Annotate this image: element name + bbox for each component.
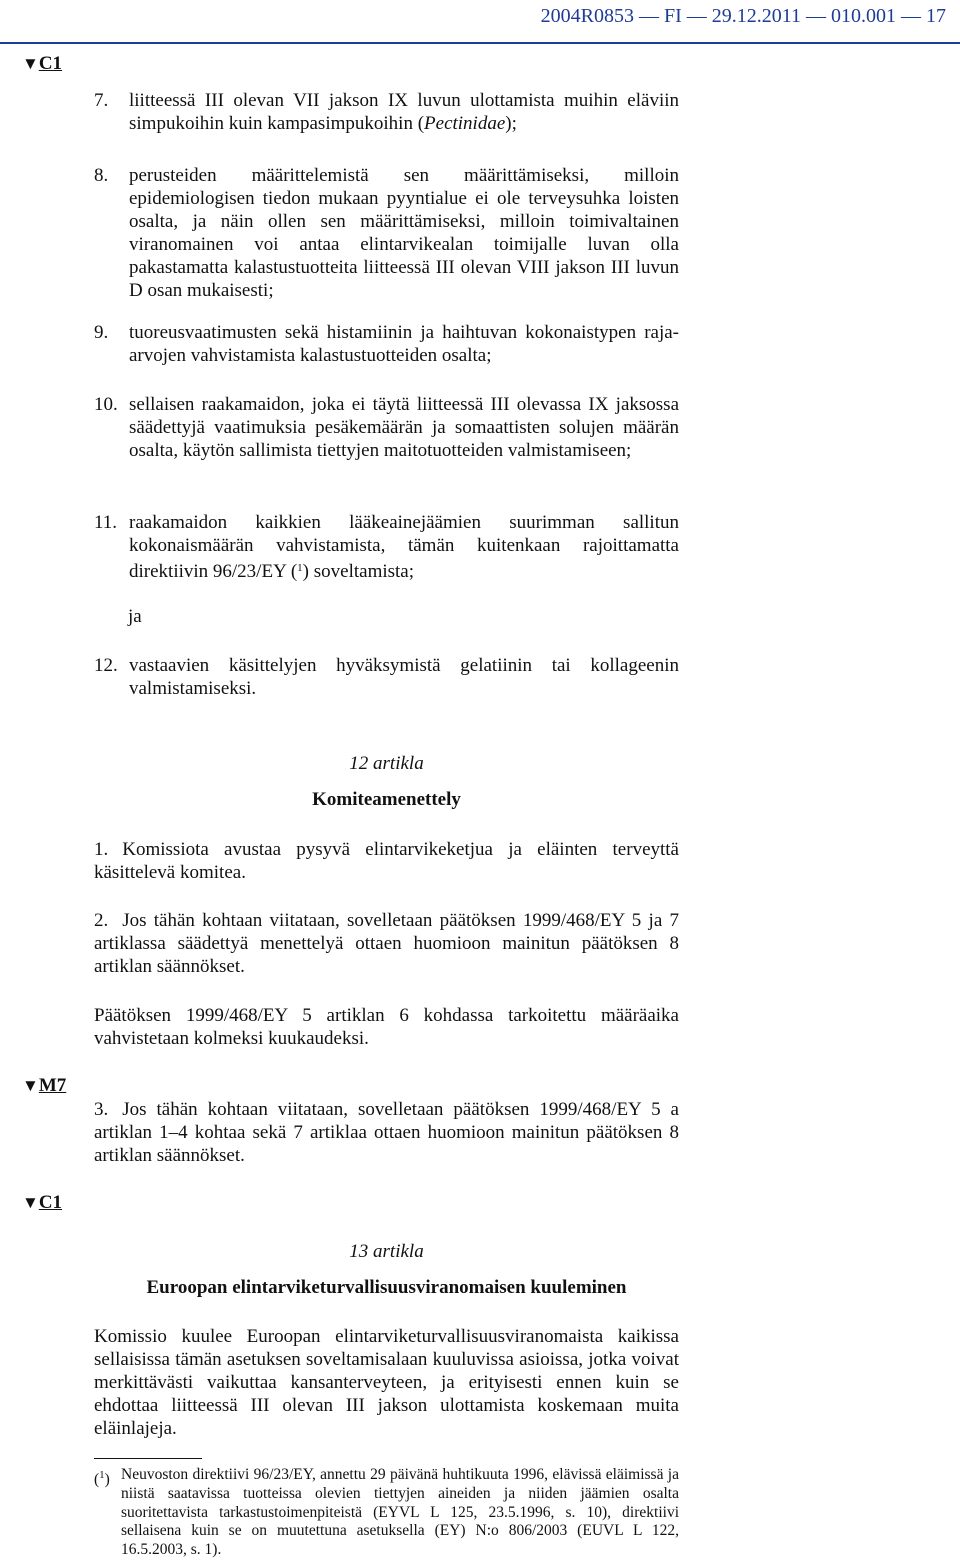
footnote-ref[interactable]: 1	[297, 562, 303, 574]
page-header	[0, 0, 960, 44]
amendment-marker-m7[interactable]: ▼M7	[22, 1075, 67, 1096]
amendment-marker-c1-second[interactable]: ▼C1	[22, 1192, 63, 1213]
triangle-down-icon: ▼	[22, 1076, 39, 1095]
article-12-paragraph-2: 2. Jos tähän kohtaan viitataan, sovelletaan päätöksen 1999/468/EY 5 ja 7 artiklassa säädettyä menettelyä ottaen huomioon mainitun päätöksen 8 artiklan säännökset.	[94, 910, 679, 977]
amendment-marker-c1[interactable]: ▼C1	[22, 53, 63, 74]
article-13-title: Euroopan elintarviketurvallisuusviranomaisen kuuleminen	[146, 1277, 627, 1298]
article-13-number: 13 artikla	[349, 1241, 424, 1262]
list-item-11: 11. raakamaidon kaikkien lääkeainejäämien suurimman sallitun kokonaismäärän vahvistamista, tämän kuitenkaan rajoittamatta direktiivin 96/23/EY ($^1$) soveltamista;	[94, 512, 679, 582]
article-13-text: Komissio kuulee Euroopan elintarviketurvallisuusviranomaista kaikissa sellaisissa tämän asetuksen soveltamisalaan kuuluvissa asioissa, jotka voivat merkittävästi vaikuttaa kansanterveyteen, ja erityisesti ennen kuin se ehdottaa liitteessä III olevan III jakson ulottamista koskemaan muita eläinlajeja.	[94, 1326, 679, 1439]
footnote: ($^1$) Neuvoston direktiivi 96/23/EY, annettu 29 päivänä huhtikuuta 1996, elävissä eläimissä ja niistä saatavissa tuotteissa olevien tiettyjen aineiden ja niiden jäämien osalta suoritettavista tarkastustoimenpiteistä (EYVL L 125, 23.5.1996, s. 10), direktiivi sellaisena kuin se on muutettuna asetuksella (EY) N:o 806/2003 (EUVL L 122, 16.5.2003, s. 1).	[94, 1466, 679, 1559]
article-12-number: 12 artikla	[349, 753, 424, 774]
triangle-down-icon: ▼	[22, 54, 39, 73]
article-12-title: Komiteamenettely	[312, 789, 461, 810]
document-reference: 2004R0853 — FI — 29.12.2011 — 010.001 — 17	[540, 5, 946, 27]
list-item-12: 12. vastaavien käsittelyjen hyväksymistä gelatiinin tai kollageenin valmistamiseksi.	[94, 655, 679, 699]
conjunction-ja: ja	[128, 606, 142, 627]
list-item-8: 8. perusteiden määrittelemistä sen määrittämiseksi, milloin epidemiologisen tiedon mukaan pyyntialue ei ole terveysuhka loisten osalta, ja näin ollen sen määrittämiseksi, milloin toimivaltainen viranomainen voi antaa elintarvikealan toimijalle luvan olla pakastamatta kalastustuotteita liitteessä III olevan VIII jakson III luvun D osan mukaisesti;	[94, 165, 679, 301]
article-12-paragraph-3: 3. Jos tähän kohtaan viitataan, sovelletaan päätöksen 1999/468/EY 5 a artiklan 1–4 kohtaa sekä 7 artiklaa ottaen huomioon mainitun päätöksen 8 artiklan säännökset.	[94, 1099, 679, 1166]
triangle-down-icon: ▼	[22, 1193, 39, 1212]
article-12-paragraph-2-sub: Päätöksen 1999/468/EY 5 artiklan 6 kohdassa tarkoitettu määräaika vahvistetaan kolmeksi kuukaudeksi.	[94, 1005, 679, 1049]
list-item-7: 7. liitteessä III olevan VII jakson IX luvun ulottamista muihin eläviin simpukoihin kuin kampasimpukoihin (Pectinidae);	[94, 90, 679, 134]
list-item-10: 10. sellaisen raakamaidon, joka ei täytä liitteessä III olevassa IX jaksossa säädettyjä vaatimuksia pesäkemäärän ja somaattisten solujen määrän osalta, käytön sallimista tiettyjen maitotuotteiden valmistamiseen;	[94, 394, 679, 461]
footnote-divider	[94, 1458, 202, 1459]
article-12-paragraph-1: 1. Komissiota avustaa pysyvä elintarvikeketjua ja eläinten terveyttä käsittelevä komitea.	[94, 839, 679, 883]
list-item-9: 9. tuoreusvaatimusten sekä histamiinin ja haihtuvan kokonaistypen raja-arvojen vahvistamista kalastustuotteiden osalta;	[94, 322, 679, 366]
